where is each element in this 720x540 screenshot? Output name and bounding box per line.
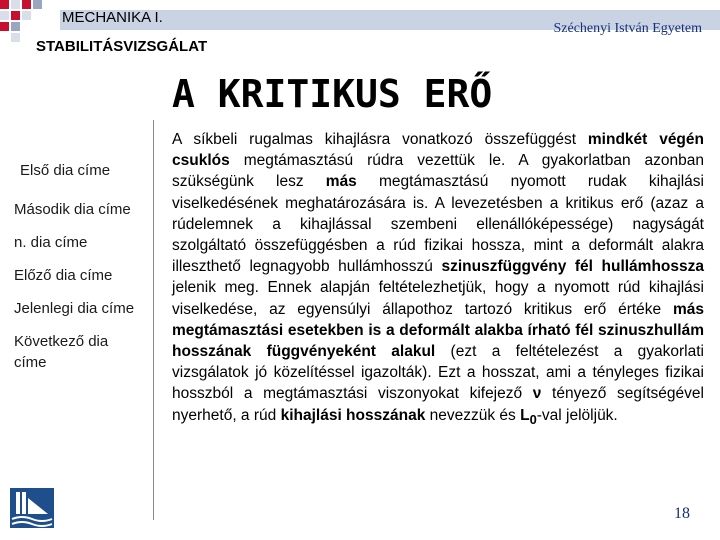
body-segment: más	[325, 173, 357, 191]
body-segment: megtámasztású nyomott rudak kihajlási viselkedésének meghatározására is. A levezetésben a kritikus erő (azaz a rúdelemnek a kihajlással szembeni ellenállóképessége) nagyságát szolgáltató összefüggésben a rúd fizikai hossza, mint a deformált alakra illeszthető legnagyobb hullámhosszú	[172, 173, 704, 276]
nav-next-slide[interactable]: Következő dia címe	[14, 333, 109, 371]
course-title: MECHANIKA I.	[62, 9, 163, 26]
body-segment: jelenik meg. Ennek alapján feltételezhetjük, hogy a nyomott rúd kihajlási viselkedése, az egyensúlyi állapothoz tartozó kritikus erő értéke	[172, 279, 704, 318]
section-title: STABILITÁSVIZSGÁLAT	[36, 38, 208, 55]
body-segment: (ezt a feltételezést a gyakorlati vizsgálatok jó közelítéssel igazolták). Ezt a hosszat, ami a tényleges fizikai hosszból a megtámasztási viszonyokat kifejező	[172, 343, 704, 403]
slide-title: A KRITIKUS ERŐ	[172, 72, 493, 116]
body-paragraph	[172, 129, 704, 430]
body-segment: tényező segítségével nyerhető, a rúd	[172, 385, 704, 424]
body-segment: A síkbeli rugalmas kihajlásra vonatkozó összefüggést	[172, 131, 588, 148]
nav-first-slide[interactable]: Első dia címe	[20, 162, 111, 179]
nav-previous-slide[interactable]: Előző dia címe	[14, 267, 113, 284]
nav-second-slide[interactable]: Második dia címe	[14, 201, 131, 218]
corner-squares-icon	[0, 0, 24, 48]
slide-navigation	[14, 160, 144, 385]
nav-current-slide[interactable]: Jelenlegi dia címe	[14, 300, 135, 317]
body-segment: nevezzük és	[425, 406, 521, 424]
body-segment: szinuszfüggvény fél hullámhossza	[441, 258, 705, 276]
body-segment: megtámasztású rúdra vezettük le. A gyakorlatban azonban szükségünk lesz	[172, 152, 704, 191]
university-name: Széchenyi István Egyetem	[553, 21, 702, 36]
body-segment: mindkét végén csuklós	[172, 131, 704, 170]
body-segment: -val jelöljük.	[536, 406, 618, 424]
divider	[153, 120, 154, 520]
body-segment: kihajlási hosszának	[280, 406, 426, 424]
page-number: 18	[674, 505, 690, 522]
body-segment: más megtámasztási esetekben is a deformált alakba írható fél szinuszhullám hosszának függvényeként alakul	[172, 300, 704, 361]
nav-nth-slide[interactable]: n. dia címe	[14, 234, 88, 251]
university-logo-icon	[10, 488, 54, 528]
body-segment: ν	[532, 385, 542, 403]
body-segment: 0	[529, 411, 537, 427]
body-segment: L	[520, 406, 530, 424]
